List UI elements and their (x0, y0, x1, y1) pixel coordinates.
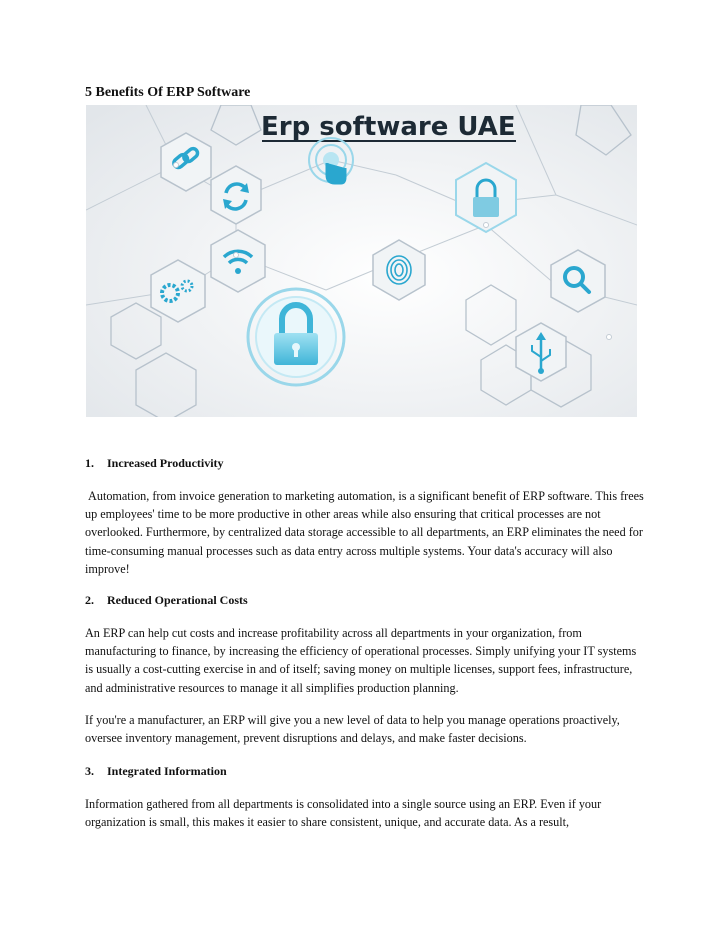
section-title: Increased Productivity (107, 456, 224, 470)
section-heading (85, 456, 224, 471)
hero-caption: Erp software UAE (261, 112, 516, 142)
paragraph: An ERP can help cut costs and increase profitability across all departments in your organization, from manufacturing to finance, by increasing the efficiency of operational processes. Simply unifying your IT systems is usually a cost-cutting exercise in and of itself; saving money on multiple licenses, support fees, infrastructure, and administrative resources to manage it all simplifies production planning. (85, 626, 637, 695)
section-heading (85, 764, 227, 779)
section-number: 3. (85, 764, 94, 778)
touch-icon (309, 138, 353, 183)
paragraph: Information gathered from all departments is consolidated into a single source using an ERP. Even if your organization is small, this makes it easier to share consistent, unique, and accurate data. As a result, (85, 797, 602, 830)
section-title: Integrated Information (107, 764, 227, 778)
section-number: 1. (85, 456, 94, 470)
hero-image (86, 105, 637, 417)
document-title: 5 Benefits Of ERP Software (85, 85, 251, 100)
section-heading (85, 593, 248, 608)
section-number: 2. (85, 593, 94, 607)
section-title: Reduced Operational Costs (107, 593, 248, 607)
paragraph: If you're a manufacturer, an ERP will give you a new level of data to help you manage operations proactively, oversee inventory management, prevent disruptions and delays, and make faster decisions. (85, 713, 620, 746)
padlock-icon (248, 289, 344, 385)
paragraph: Automation, from invoice generation to marketing automation, is a significant benefit of ERP software. This frees up employees' time to be more productive in other areas while also ensuring that critical processes are not overlooked. Furthermore, by centralized data storage accessible to all departments, an ERP eliminates the need for time-consuming manual processes such as data entry across multiple systems. Your data's accuracy will also improve! (85, 489, 647, 576)
